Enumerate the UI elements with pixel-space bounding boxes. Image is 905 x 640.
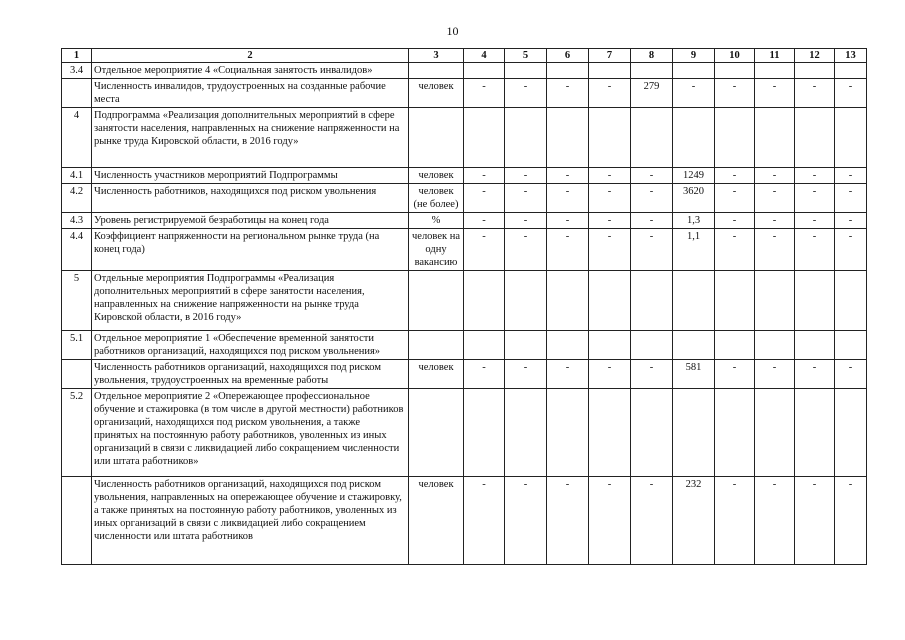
value-cell-col-9: 1249 xyxy=(673,168,715,184)
value-cell-col-10 xyxy=(715,331,755,360)
value-cell-col-12: - xyxy=(795,360,835,389)
unit-of-measure xyxy=(409,331,464,360)
value-cell-col-11: - xyxy=(755,168,795,184)
value-cell-col-5: - xyxy=(505,213,547,229)
column-header-9: 9 xyxy=(673,49,715,63)
unit-of-measure: человек xyxy=(409,360,464,389)
indicator-name: Уровень регистрируемой безработицы на конец года xyxy=(92,213,409,229)
value-cell-col-11 xyxy=(755,331,795,360)
column-header-10: 10 xyxy=(715,49,755,63)
value-cell-col-10: - xyxy=(715,79,755,108)
indicators-table xyxy=(61,48,867,565)
value-cell-col-13: - xyxy=(835,229,867,271)
column-header-4: 4 xyxy=(464,49,505,63)
value-cell-col-7: - xyxy=(589,184,631,213)
value-cell-col-10 xyxy=(715,271,755,331)
value-cell-col-6: - xyxy=(547,79,589,108)
value-cell-col-9: 232 xyxy=(673,477,715,565)
value-cell-col-7: - xyxy=(589,168,631,184)
value-cell-col-11 xyxy=(755,389,795,477)
value-cell-col-11 xyxy=(755,108,795,168)
value-cell-col-6 xyxy=(547,331,589,360)
row-number: 5 xyxy=(62,271,92,331)
value-cell-col-10: - xyxy=(715,360,755,389)
column-header-8: 8 xyxy=(631,49,673,63)
row-number: 4.4 xyxy=(62,229,92,271)
value-cell-col-10: - xyxy=(715,184,755,213)
value-cell-col-5 xyxy=(505,389,547,477)
value-cell-col-13: - xyxy=(835,79,867,108)
value-cell-col-7: - xyxy=(589,477,631,565)
unit-of-measure xyxy=(409,63,464,79)
indicator-name: Численность работников, находящихся под риском увольнения xyxy=(92,184,409,213)
table-row xyxy=(62,477,867,565)
value-cell-col-5 xyxy=(505,271,547,331)
value-cell-col-4: - xyxy=(464,229,505,271)
value-cell-col-9 xyxy=(673,271,715,331)
value-cell-col-12 xyxy=(795,108,835,168)
indicator-name: Подпрограмма «Реализация дополнительных мероприятий в сфере занятости населения, направленных на снижение напряженности на рынке труда Кировской области, в 2016 году» xyxy=(92,108,409,168)
column-header-2: 2 xyxy=(92,49,409,63)
value-cell-col-7: - xyxy=(589,79,631,108)
table-row xyxy=(62,108,867,168)
column-header-1: 1 xyxy=(62,49,92,63)
value-cell-col-6: - xyxy=(547,213,589,229)
value-cell-col-9 xyxy=(673,389,715,477)
value-cell-col-8: 279 xyxy=(631,79,673,108)
row-number xyxy=(62,360,92,389)
value-cell-col-11: - xyxy=(755,360,795,389)
row-number xyxy=(62,79,92,108)
value-cell-col-6: - xyxy=(547,168,589,184)
unit-of-measure: человек xyxy=(409,477,464,565)
value-cell-col-8: - xyxy=(631,184,673,213)
value-cell-col-11: - xyxy=(755,477,795,565)
value-cell-col-10 xyxy=(715,108,755,168)
value-cell-col-5: - xyxy=(505,360,547,389)
unit-of-measure: человек (не более) xyxy=(409,184,464,213)
value-cell-col-6: - xyxy=(547,360,589,389)
row-number: 4 xyxy=(62,108,92,168)
value-cell-col-4: - xyxy=(464,477,505,565)
value-cell-col-12: - xyxy=(795,229,835,271)
value-cell-col-5: - xyxy=(505,229,547,271)
table-row xyxy=(62,79,867,108)
row-number: 4.1 xyxy=(62,168,92,184)
column-header-5: 5 xyxy=(505,49,547,63)
value-cell-col-13 xyxy=(835,63,867,79)
value-cell-col-7 xyxy=(589,271,631,331)
value-cell-col-5 xyxy=(505,63,547,79)
value-cell-col-7 xyxy=(589,389,631,477)
table-body xyxy=(62,63,867,565)
indicator-name: Численность работников организаций, находящихся под риском увольнения, трудоустроенных на временные работы xyxy=(92,360,409,389)
value-cell-col-9 xyxy=(673,331,715,360)
value-cell-col-8 xyxy=(631,331,673,360)
value-cell-col-11: - xyxy=(755,184,795,213)
value-cell-col-4: - xyxy=(464,184,505,213)
value-cell-col-7 xyxy=(589,331,631,360)
table-row xyxy=(62,360,867,389)
value-cell-col-4 xyxy=(464,331,505,360)
column-header-7: 7 xyxy=(589,49,631,63)
indicator-name: Отдельное мероприятие 1 «Обеспечение временной занятости работников организаций, находящихся под риском увольнения» xyxy=(92,331,409,360)
page-number: 10 xyxy=(446,24,459,38)
value-cell-col-12: - xyxy=(795,184,835,213)
value-cell-col-6 xyxy=(547,271,589,331)
value-cell-col-7: - xyxy=(589,229,631,271)
value-cell-col-6: - xyxy=(547,184,589,213)
value-cell-col-4 xyxy=(464,389,505,477)
indicator-name: Отдельные мероприятия Подпрограммы «Реализация дополнительных мероприятий в сфере занятости населения, направленных на снижение напряженности на рынке труда Кировской области, в 2016 году» xyxy=(92,271,409,331)
indicator-name: Численность инвалидов, трудоустроенных на созданные рабочие места xyxy=(92,79,409,108)
value-cell-col-4 xyxy=(464,271,505,331)
row-number xyxy=(62,477,92,565)
indicator-name: Отдельное мероприятие 2 «Опережающее профессиональное обучение и стажировка (в том числе в другой местности) работников организаций, находящихся под риском увольнения, а также принятых на постоянную работу работников, уволенных из иных организаций в связи с ликвидацией либо сокращением численности или штата работников» xyxy=(92,389,409,477)
value-cell-col-9: 1,1 xyxy=(673,229,715,271)
value-cell-col-7 xyxy=(589,108,631,168)
value-cell-col-4: - xyxy=(464,360,505,389)
unit-of-measure: человек xyxy=(409,168,464,184)
value-cell-col-13: - xyxy=(835,477,867,565)
indicator-name: Численность участников мероприятий Подпрограммы xyxy=(92,168,409,184)
unit-of-measure: человек на одну вакансию xyxy=(409,229,464,271)
row-number: 3.4 xyxy=(62,63,92,79)
value-cell-col-9 xyxy=(673,108,715,168)
value-cell-col-9: - xyxy=(673,79,715,108)
value-cell-col-13 xyxy=(835,389,867,477)
table-row xyxy=(62,389,867,477)
column-header-3: 3 xyxy=(409,49,464,63)
value-cell-col-9: 3620 xyxy=(673,184,715,213)
value-cell-col-13: - xyxy=(835,360,867,389)
indicator-name: Отдельное мероприятие 4 «Социальная занятость инвалидов» xyxy=(92,63,409,79)
indicator-name: Коэффициент напряженности на региональном рынке труда (на конец года) xyxy=(92,229,409,271)
value-cell-col-9: 1,3 xyxy=(673,213,715,229)
value-cell-col-12: - xyxy=(795,168,835,184)
value-cell-col-8: - xyxy=(631,168,673,184)
value-cell-col-4: - xyxy=(464,168,505,184)
value-cell-col-8 xyxy=(631,63,673,79)
value-cell-col-5 xyxy=(505,108,547,168)
value-cell-col-8: - xyxy=(631,477,673,565)
value-cell-col-7: - xyxy=(589,213,631,229)
value-cell-col-13 xyxy=(835,331,867,360)
column-number-header xyxy=(62,49,867,63)
value-cell-col-8: - xyxy=(631,213,673,229)
value-cell-col-12: - xyxy=(795,79,835,108)
value-cell-col-5: - xyxy=(505,168,547,184)
value-cell-col-12: - xyxy=(795,477,835,565)
table-row xyxy=(62,331,867,360)
value-cell-col-12 xyxy=(795,331,835,360)
value-cell-col-4 xyxy=(464,63,505,79)
value-cell-col-6: - xyxy=(547,229,589,271)
value-cell-col-11 xyxy=(755,271,795,331)
row-number: 4.3 xyxy=(62,213,92,229)
table-row xyxy=(62,168,867,184)
value-cell-col-5: - xyxy=(505,79,547,108)
value-cell-col-6 xyxy=(547,108,589,168)
value-cell-col-11 xyxy=(755,63,795,79)
value-cell-col-13: - xyxy=(835,184,867,213)
value-cell-col-12 xyxy=(795,271,835,331)
value-cell-col-4 xyxy=(464,108,505,168)
indicator-name: Численность работников организаций, находящихся под риском увольнения, направленных на опережающее обучение и стажировку, а также принятых на постоянную работу работников, уволенных из иных организаций в связи с ликвидацией либо сокращением численности или штата работников xyxy=(92,477,409,565)
value-cell-col-8 xyxy=(631,271,673,331)
column-header-11: 11 xyxy=(755,49,795,63)
value-cell-col-4: - xyxy=(464,213,505,229)
row-number: 5.2 xyxy=(62,389,92,477)
table-row xyxy=(62,271,867,331)
value-cell-col-13 xyxy=(835,271,867,331)
value-cell-col-5: - xyxy=(505,184,547,213)
value-cell-col-11: - xyxy=(755,79,795,108)
value-cell-col-5: - xyxy=(505,477,547,565)
unit-of-measure: % xyxy=(409,213,464,229)
value-cell-col-10: - xyxy=(715,213,755,229)
value-cell-col-8 xyxy=(631,108,673,168)
table-row xyxy=(62,63,867,79)
table-row xyxy=(62,184,867,213)
value-cell-col-5 xyxy=(505,331,547,360)
value-cell-col-13: - xyxy=(835,213,867,229)
value-cell-col-7: - xyxy=(589,360,631,389)
column-header-13: 13 xyxy=(835,49,867,63)
value-cell-col-11: - xyxy=(755,213,795,229)
value-cell-col-12 xyxy=(795,389,835,477)
value-cell-col-8: - xyxy=(631,360,673,389)
value-cell-col-10: - xyxy=(715,168,755,184)
value-cell-col-12: - xyxy=(795,213,835,229)
table-row xyxy=(62,229,867,271)
unit-of-measure xyxy=(409,389,464,477)
unit-of-measure xyxy=(409,108,464,168)
value-cell-col-9 xyxy=(673,63,715,79)
value-cell-col-10: - xyxy=(715,229,755,271)
unit-of-measure: человек xyxy=(409,79,464,108)
value-cell-col-13 xyxy=(835,108,867,168)
value-cell-col-11: - xyxy=(755,229,795,271)
value-cell-col-8: - xyxy=(631,229,673,271)
value-cell-col-8 xyxy=(631,389,673,477)
value-cell-col-13: - xyxy=(835,168,867,184)
row-number: 5.1 xyxy=(62,331,92,360)
value-cell-col-4: - xyxy=(464,79,505,108)
value-cell-col-9: 581 xyxy=(673,360,715,389)
column-header-6: 6 xyxy=(547,49,589,63)
column-header-12: 12 xyxy=(795,49,835,63)
table-row xyxy=(62,213,867,229)
value-cell-col-6 xyxy=(547,63,589,79)
value-cell-col-6: - xyxy=(547,477,589,565)
value-cell-col-10 xyxy=(715,389,755,477)
value-cell-col-7 xyxy=(589,63,631,79)
row-number: 4.2 xyxy=(62,184,92,213)
value-cell-col-10: - xyxy=(715,477,755,565)
value-cell-col-12 xyxy=(795,63,835,79)
unit-of-measure xyxy=(409,271,464,331)
value-cell-col-6 xyxy=(547,389,589,477)
value-cell-col-10 xyxy=(715,63,755,79)
